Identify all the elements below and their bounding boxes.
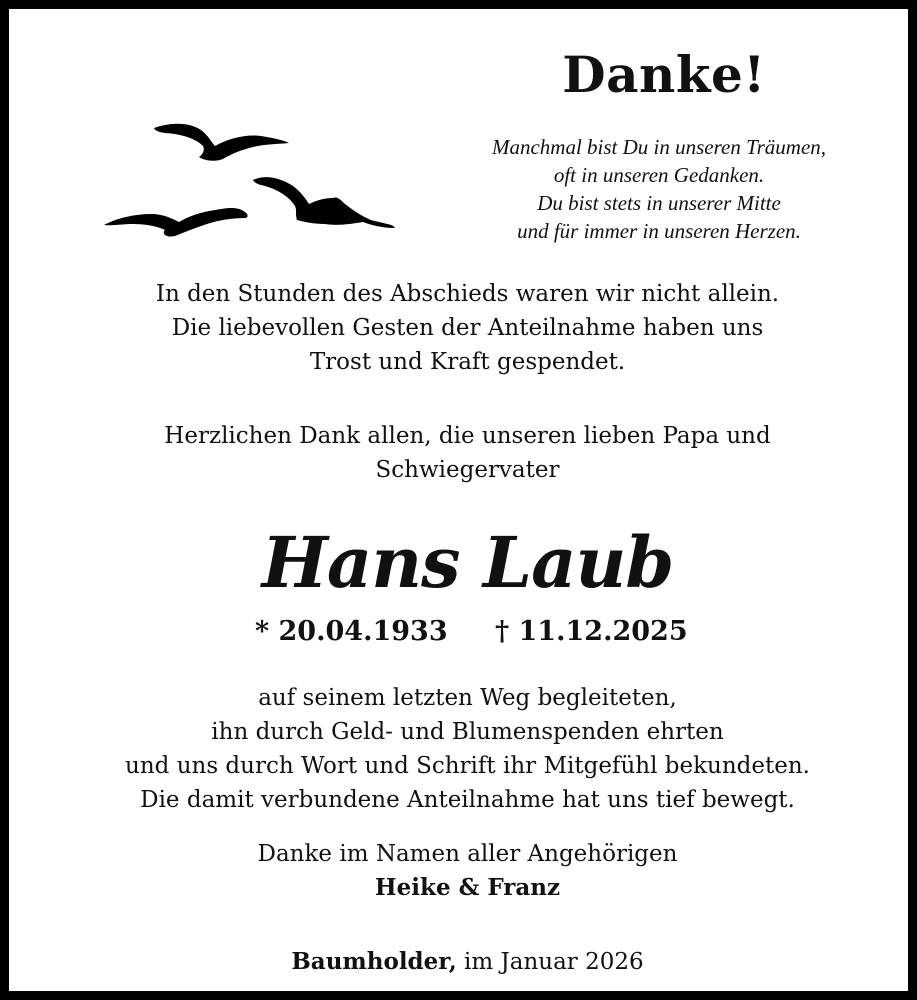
- deceased-name: Hans Laub: [261, 521, 674, 604]
- signature-names: Heike & Franz: [374, 874, 561, 901]
- closing-line: Die damit verbundene Anteilnahme hat uns tief bewegt.: [140, 787, 795, 813]
- birth-date: * 20.04.1933: [255, 616, 448, 647]
- notice-title: Danke!: [562, 45, 766, 104]
- closing-paragraph: [9, 681, 917, 817]
- life-dates: [9, 612, 917, 652]
- thanks-line: Schwiegervater: [375, 457, 560, 483]
- closing-line: ihn durch Geld- und Blumenspenden ehrten: [211, 719, 724, 745]
- poem-line: Du bist stets in unserer Mitte: [537, 191, 781, 215]
- signature-block: [9, 837, 917, 905]
- intro-paragraph: [9, 277, 917, 379]
- intro-line: Die liebevollen Gesten der Anteilnahme haben uns: [171, 315, 764, 341]
- footer-line: [9, 945, 917, 979]
- poem-line: Manchmal bist Du in unseren Träumen,: [491, 135, 827, 159]
- poem: [429, 133, 889, 245]
- intro-line: In den Stunden des Abschieds waren wir nicht allein.: [155, 281, 780, 307]
- death-date: † 11.12.2025: [495, 616, 688, 647]
- closing-line: auf seinem letzten Weg begleiteten,: [258, 685, 677, 711]
- thanks-paragraph: [9, 419, 917, 487]
- poem-line: und für immer in unseren Herzen.: [517, 219, 801, 243]
- poem-line: oft in unseren Gedanken.: [553, 163, 765, 187]
- thanks-line: Herzlichen Dank allen, die unseren lieben Papa und: [164, 423, 771, 449]
- closing-line: und uns durch Wort und Schrift ihr Mitgefühl bekundeten.: [125, 753, 810, 779]
- footer-date: im Januar 2026: [464, 949, 644, 975]
- intro-line: Trost und Kraft gespendet.: [309, 349, 626, 375]
- footer-place: Baumholder,: [291, 948, 457, 975]
- flying-birds-icon: [99, 114, 399, 239]
- signature-line: Danke im Namen aller Angehörigen: [257, 841, 678, 867]
